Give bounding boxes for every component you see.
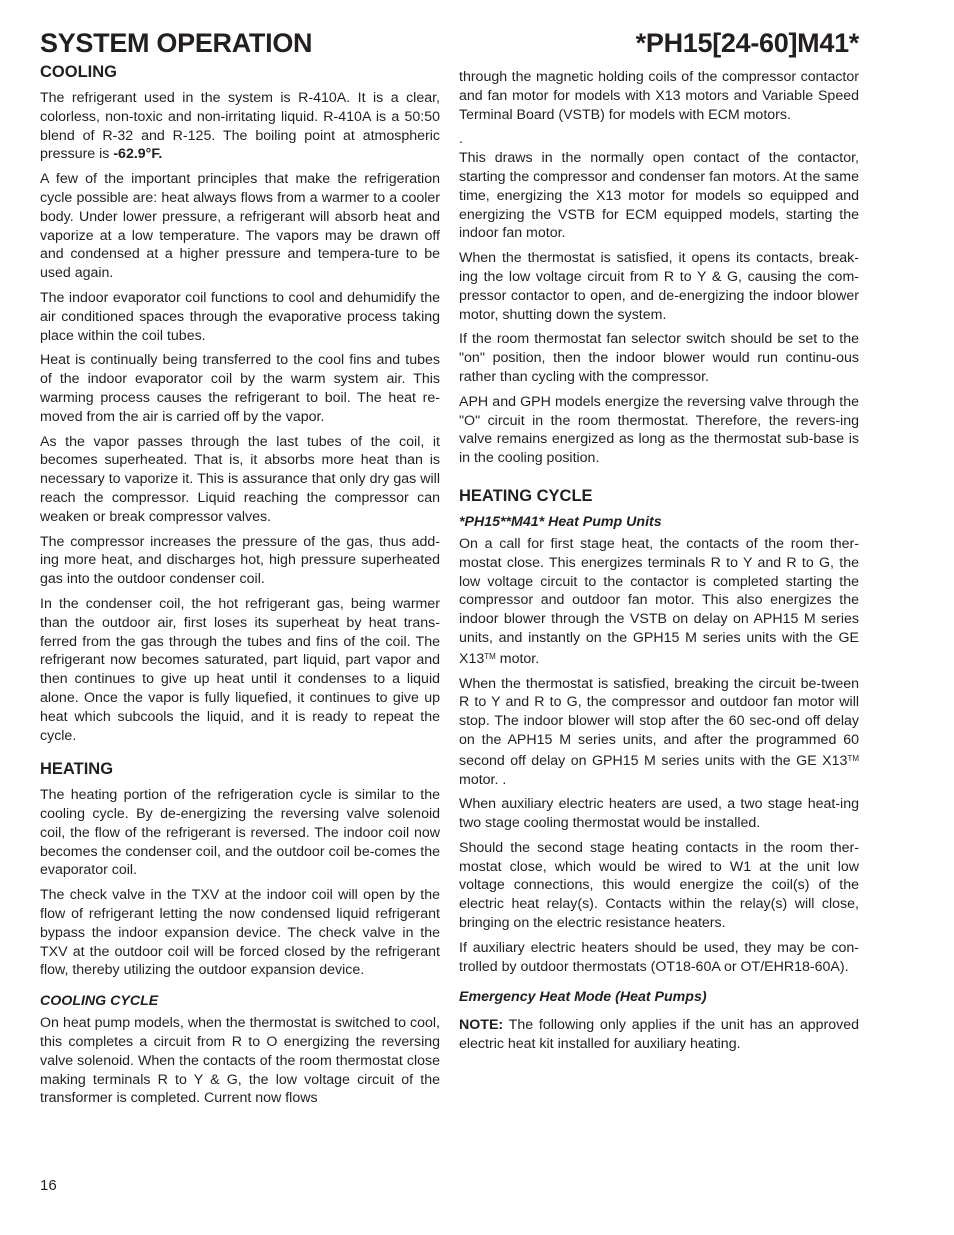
heat-pump-units-heading: *PH15**M41* Heat Pump Units [459,513,662,530]
trademark-mark: TM [847,753,859,763]
cooling-cycle-continued-3: When the thermostat is satisfied, it opens its contacts, break-ing the low voltage circuit from R to Y & G, causing the com-pressor contactor to open, and de-energizing the indoor blower motor, shutting down the system. [459,250,859,323]
note-text: The following only applies if the unit has an approved electric heat kit installed for auxiliary heating. [459,1017,859,1053]
heating-cycle-paragraph-4: Should the second stage heating contacts in the room ther-mostat close, which would be wired to W1 at the unit low voltage connections, this would energize the coil(s) of the electric heat relay(s). Contacts within the relay(s) will close, bringing on the electric resistance heaters. [459,839,859,932]
heating-cycle-paragraph-1-end: motor. [495,650,540,667]
cooling-cycle-continued-2: This draws in the normally open contact of the contactor, starting the compressor and condenser fan motors. At the same time, energizing the X13 motor for models so equipped and energizing the VSTB for ECM equipped models, starting the indoor fan motor. [459,150,859,242]
stray-dot: . [459,131,463,148]
cooling-paragraph-2: A few of the important principles that make the refrigeration cycle possible are: heat always flows from a warmer to a cooler body. Under lower pressure, a refrigerant will absorb heat and vaporize at a low temperature. The vapors may be drawn off and condensed at a higher pressure and tempera-ture to be used again. [40,171,440,282]
note-label: NOTE: [459,1017,504,1034]
heating-heading: HEATING [40,760,114,779]
cooling-paragraph-1-text: The refrigerant used in the system is R-410A. It is a clear, colorless, non-toxic and non-irritating liquid. R-410A is a 50:50 blend of R-32 and R-125. The boiling point at atmospheric pressure is [40,90,440,163]
heating-cycle-paragraph-2-text: When the thermostat is satisfied, breaking the circuit be-tween R to Y and R to G, the compressor and outdoor fan motor will stop. The indoor blower will stop after the 60 sec-ond off delay on the APH15 M series units, and after the programmed 60 second off delay on GPH15 M series units with the GE X13 [459,675,859,769]
emergency-heat-heading: Emergency Heat Mode (Heat Pumps) [459,989,707,1006]
cooling-paragraph-3: The indoor evaporator coil functions to cool and dehumidify the air conditioned spaces through the evaporative process taking place within the coil tubes. [40,289,440,344]
model-title: *PH15[24-60]M41* [635,28,859,58]
cooling-cycle-continued-5: APH and GPH models energize the reversing valve through the "O" circuit in the room thermostat. Therefore, the revers-ing valve remains energized as long as the thermostat sub-base is in the cooling position. [459,393,859,467]
heating-cycle-heading: HEATING CYCLE [459,486,593,505]
cooling-paragraph-5: As the vapor passes through the last tubes of the coil, it becomes superheated. That is, it absorbs more heat than is necessary to vaporize it. This is assurance that only dry gas will reach the compressor. Liquid reaching the compressor can weaken or break compressor valves. [40,433,440,525]
left-column [40,60,440,1114]
cooling-cycle-paragraph-1: On heat pump models, when the thermostat is switched to cool, this completes a circuit from R to O energizing the reversing valve solenoid. When the contacts of the room thermostat close making terminals R to Y & G, the low voltage circuit of the transformer is completed. Current now flows [40,1015,440,1107]
heating-paragraph-2: The check valve in the TXV at the indoor coil will open by the flow of refrigerant letting the now condensed liquid refrigerant bypass the indoor expansion device. The check valve in the TXV at the outdoor coil will be forced closed by the refrigerant flow, thereby utilizing the outdoor expansion device. [40,887,440,979]
heating-cycle-paragraph-2 [459,675,859,790]
cooling-paragraph-4: Heat is continually being transferred to the cool fins and tubes of the indoor evaporator coil by the warm system air. This warming process causes the refrigerant to boil. The heat re-moved from the air is carried off by the vapor. [40,352,440,425]
page-number: 16 [40,1177,57,1194]
heating-cycle-paragraph-1-text: On a call for first stage heat, the contacts of the room ther-mostat close. This energizes terminals R to Y and R to G, the low voltage circuit to the contactor is completed starting the compressor and outdoor fan motor. This also energizes the indoor blower through the VSTB on delay on APH15 M series units, and instantly on the GPH15 M series units with the GE X13 [459,535,859,667]
page-title: SYSTEM OPERATION [40,28,313,58]
cooling-heading: COOLING [40,63,117,81]
cooling-paragraph-1 [40,89,440,164]
heating-cycle-paragraph-1 [459,535,859,669]
right-column [459,68,859,1060]
cooling-paragraph-7: In the condenser coil, the hot refrigerant gas, being warmer than the outdoor air, first loses its superheat by heat trans-ferred from the gas through the tubes and fins of the coil. The refrigerant now becomes saturated, part liquid, part vapor and then continues to give up heat until it condenses to a liquid alone. Once the vapor is fully liquefied, it continues to give up heat which subcools the liquid, and it is ready to repeat the cycle. [40,595,440,744]
heating-cycle-paragraph-3: When auxiliary electric heaters are used, a two stage heat-ing two stage cooling thermostat would be installed. [459,796,859,832]
note-paragraph [459,1016,859,1054]
cooling-cycle-continued-4: If the room thermostat fan selector switch should be set to the "on" position, then the indoor blower would run continu-ous rather than cycling with the compressor. [459,331,859,385]
boiling-point-value: -62.9°F. [113,146,163,163]
cooling-paragraph-6: The compressor increases the pressure of the gas, thus add-ing more heat, and discharges hot, high pressure superheated gas into the outdoor condenser coil. [40,533,440,588]
heating-cycle-paragraph-5: If auxiliary electric heaters should be used, they may be con-trolled by outdoor thermostats (OT18-60A or OT/EHR18-60A). [459,939,859,975]
cooling-cycle-heading: COOLING CYCLE [40,993,159,1010]
heating-paragraph-1: The heating portion of the refrigeration cycle is similar to the cooling cycle. By de-energizing the reversing valve solenoid coil, the flow of the refrigerant is reversed. The indoor coil now becomes the condenser coil, and the outdoor coil be-comes the evaporator coil. [40,787,440,879]
trademark-mark: TM [484,651,496,661]
cooling-cycle-continued-1: through the magnetic holding coils of the compressor contactor and fan motor for models with X13 motors and Variable Speed Terminal Board (VSTB) for models with ECM motors. [459,69,859,123]
heating-cycle-paragraph-2-end: motor. . [459,771,507,788]
